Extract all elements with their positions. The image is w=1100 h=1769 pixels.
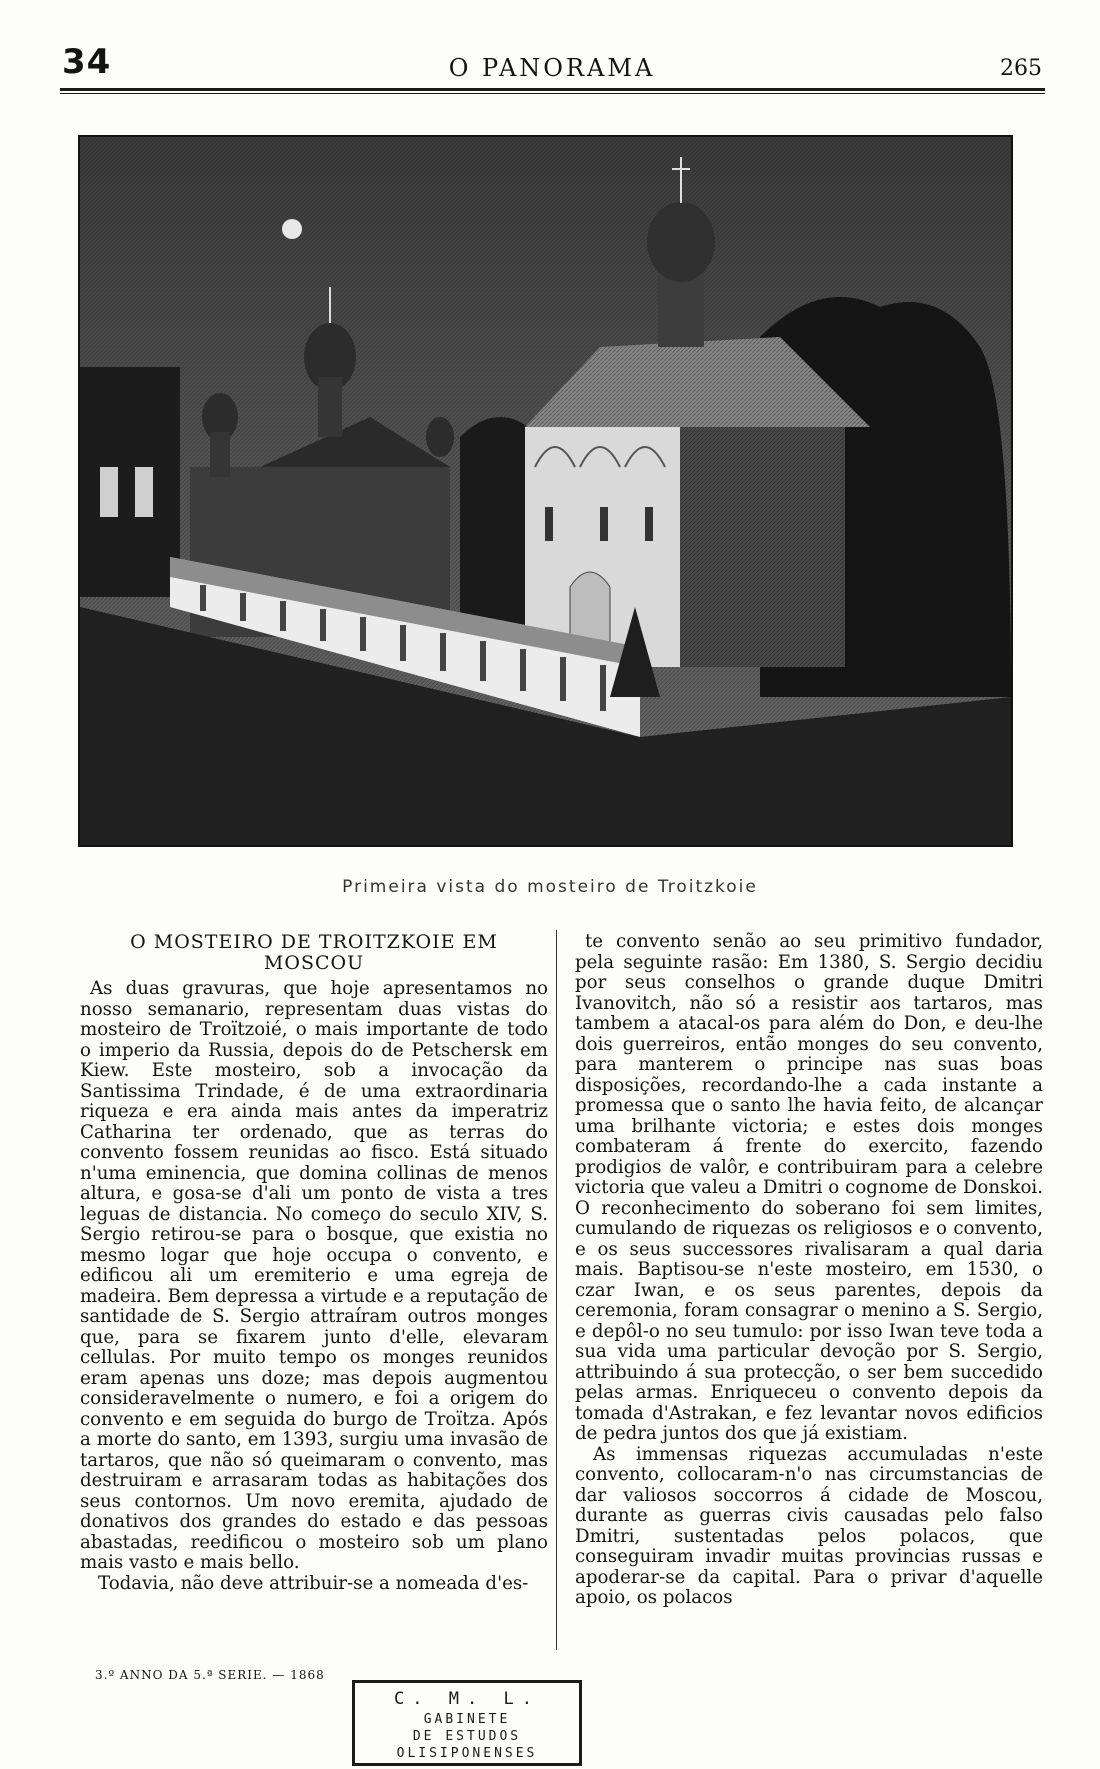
folio-number: 265 (1000, 56, 1042, 81)
stamp-line: DE ESTUDOS (412, 1729, 522, 1744)
page-header (62, 42, 1042, 92)
journal-title: O PANORAMA (448, 54, 656, 82)
stamp-line: C. M. L. (394, 1689, 540, 1709)
paragraph: Todavia, não deve attribuir-se a nomeada d'es- (98, 1572, 529, 1594)
paragraph: As duas gravuras, que hoje apresentamos no nosso semanario, representam duas vistas do mosteiro de Troïtzoié, o mais importante de todo o imperio da Russia, depois do de Petschersk em Kiew. Este mosteiro, sob a invocação da Santissima Trindade, é de uma extraordinaria riqueza e era ainda mais antes da imperatriz Catharina ter ordenado, que as terras do convento fossem reunidas ao fisco. Está situado n'uma eminencia, que domina collinas de menos altura, e gosa-se d'ali um ponto de vista a tres leguas de distancia. No começo do seculo XIV, S. Sergio retirou-se para o bosque, que existia no mesmo logar que hoje occupa o convento, e edificou ali um eremiterio e uma egreja de madeira. Bem depressa a virtude e a reputação de santidade de S. Sergio attraíram outros monges que, para se fixarem junto d'elle, elevaram cellulas. Por muito tempo os monges reunidos eram apenas uns doze; mas depois augmentou consideravelmente o numero, e foi a origem do convento e em seguida do burgo de Troïtza. Após a morte do santo, em 1393, surgiu uma invasão de tartaros, que não só queimaram o convento, mas destruiram e arrasaram todas as habitações dos seus contornos. Um novo eremita, ajudado de donativos dos grandes do estado e das pessoas abastadas, reedificou o mosteiro sob um plano mais vasto e mais bello. (80, 978, 548, 1573)
header-rule-thick (60, 88, 1045, 91)
page-number: 34 (62, 42, 112, 82)
right-column (575, 932, 1043, 1609)
library-stamp (352, 1680, 582, 1766)
series-note: 3.º ANNO DA 5.ª SERIE. — 1868 (95, 1668, 325, 1682)
illustration-caption: Primeira vista do mosteiro de Troitzkoie (342, 877, 758, 897)
left-column (80, 932, 548, 1594)
stamp-line: GABINETE (423, 1712, 511, 1727)
paragraph: te convento senão ao seu primitivo fundador, pela seguinte rasão: Em 1380, S. Sergio decidiu por seus conselhos o grande duque Dmitri Ivanovitch, não só a resistir aos tartaros, mas tambem a atacal-os para além do Don, e deu-lhe dois guerreiros, então monges do seu convento, para manterem o principe nas suas boas disposições, recordando-lhe a cada instante a promessa que o santo lhe havia feito, de alcançar uma brilhante victoria; e estes dois monges combateram á frente do exercito, fazendo prodigios de valôr, e contribuiram para a celebre victoria que valeu a Dmitri o cognome de Donskoi. O reconhecimento do soberano foi sem limites, cumulando de riquezas os religiosos e o convento, e os seus successores rivalisaram a qual daria mais. Baptisou-se n'este mosteiro, em 1530, o czar Iwan, e os seus parentes, depois da ceremonia, foram consagrar o menino a S. Sergio, e depôl-o no seu tumulo: por isso Iwan teve toda a sua vida uma particular devoção por S. Sergio, attribuindo á sua protecção, o ser bem succedido pelas armas. Enriqueceu o convento depois da tomada d'Astrakan, e fez levantar novos edificios de pedra juntos dos que já existiam. (575, 931, 1043, 1444)
paragraph: As immensas riquezas accumuladas n'este convento, collocaram-n'o nas circumstancias de dar valiosos soccorros á cidade de Moscou, durante as guerras civis causadas pelo falso Dmitri, sustentadas pelos polacos, que conseguiram invadir muitas provincias russas e apoderar-se da capital. Para o privar d'aquelle apoio, os polacos (575, 1443, 1043, 1608)
article-title: O MOSTEIRO DE TROITZKOIE EM MOSCOU (130, 931, 498, 974)
header-rule-thin (60, 93, 1045, 94)
stamp-line: OLISIPONENSES (396, 1746, 538, 1761)
column-divider (556, 930, 557, 1650)
monastery-engraving (78, 135, 1013, 847)
